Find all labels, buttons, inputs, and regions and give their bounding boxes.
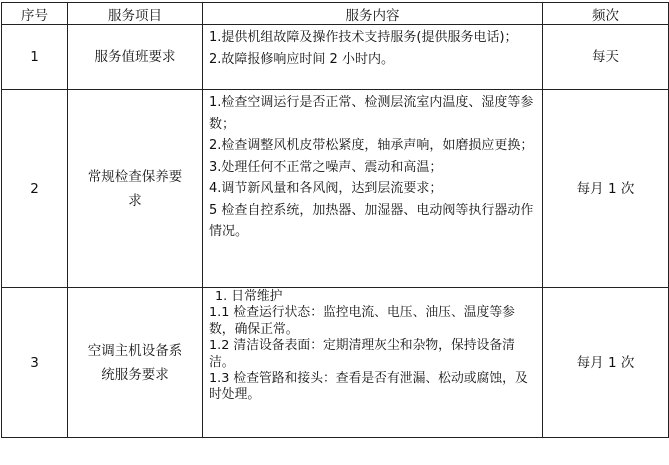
content-line: 4.调节新风量和各风阀，达到层流要求； — [209, 181, 443, 196]
content-line: 2.故障报修响应时间 2 小时内。 — [209, 51, 394, 67]
row-number: 1 — [2, 25, 68, 90]
content-line: 2.检查调整风机皮带松紧度，轴承声响，如磨损应更换； — [209, 138, 534, 153]
service-item: 服务值班要求 — [68, 25, 203, 90]
table-row — [2, 25, 669, 90]
service-frequency: 每月 1 次 — [543, 90, 669, 288]
content-line: 5 检查自控系统，加热器、加湿器、电动阀等执行器动作情况。 — [209, 202, 534, 239]
table-header-row — [2, 3, 669, 25]
service-content — [203, 288, 543, 438]
content-line: 1.1 检查运行状态：监控电流、电压、油压、温度等参数，确保正常。 — [209, 305, 515, 337]
header-item: 服务项目 — [68, 3, 203, 25]
service-table — [1, 2, 669, 438]
service-content — [203, 25, 543, 90]
service-content — [203, 90, 543, 288]
content-line: 1.检查空调运行是否正常、检测层流室内温度、湿度等参数； — [209, 95, 534, 132]
row-number: 3 — [2, 288, 68, 438]
service-item: 空调主机设备系统服务要求 — [68, 288, 203, 438]
content-line: 1.3 检查管路和接头：查看是否有泄漏、松动或腐蚀，及时处理。 — [209, 371, 528, 403]
header-no: 序号 — [2, 3, 68, 25]
header-content: 服务内容 — [203, 3, 543, 25]
content-line: 1. 日常维护 — [215, 289, 283, 304]
service-item: 常规检查保养要求 — [68, 90, 203, 288]
service-frequency: 每天 — [543, 25, 669, 90]
content-line: 3.处理任何不正常之噪声、震动和高温； — [209, 159, 443, 175]
table-row — [2, 90, 669, 288]
table-row — [2, 288, 669, 438]
service-frequency: 每月 1 次 — [543, 288, 669, 438]
content-line: 1.2 清洁设备表面：定期清理灰尘和杂物，保持设备清洁。 — [209, 338, 515, 370]
content-line: 1.提供机组故障及操作技术支持服务(提供服务电话)； — [209, 30, 518, 45]
row-number: 2 — [2, 90, 68, 288]
header-frequency: 频次 — [543, 3, 669, 25]
